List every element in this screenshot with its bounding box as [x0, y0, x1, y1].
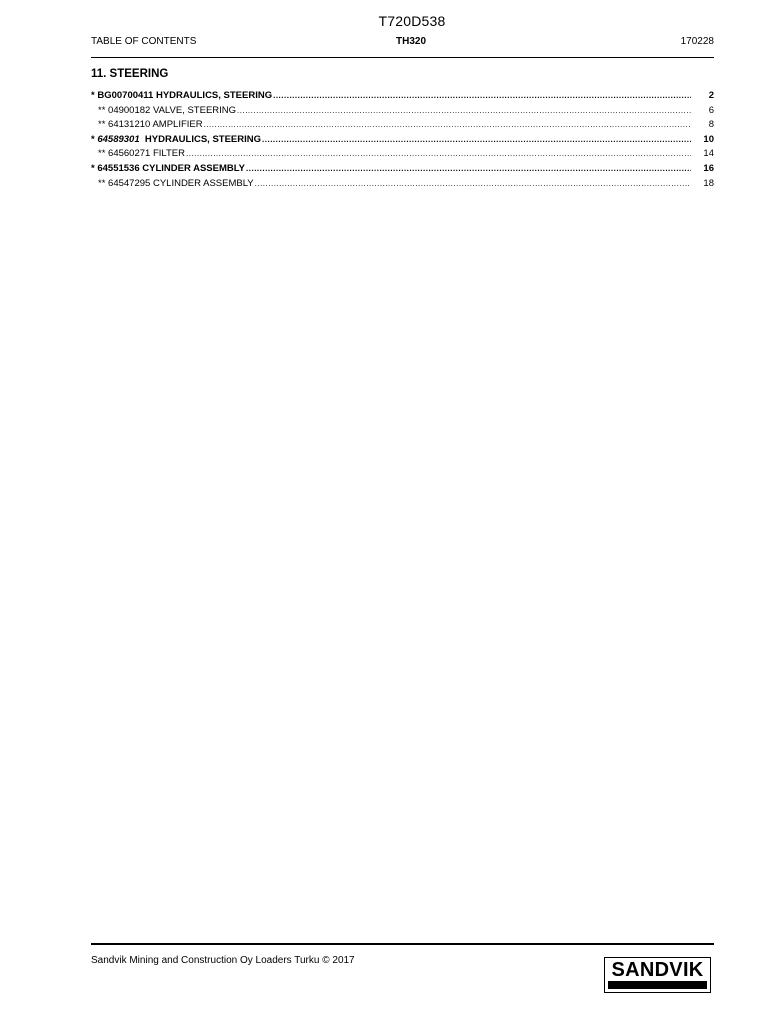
toc-entry-page: 2 — [708, 90, 714, 101]
toc-entry[interactable] — [91, 133, 714, 148]
logo-wordmark: SANDVIK — [611, 959, 704, 981]
toc-entry[interactable] — [91, 89, 714, 104]
toc-entry-marker: * — [91, 90, 98, 101]
toc-entry-title: AMPLIFIER — [150, 119, 203, 131]
toc-dot-leader — [204, 118, 691, 133]
footer-rule — [91, 943, 714, 945]
header-date-code: 170228 — [680, 36, 714, 47]
page-header — [91, 36, 714, 49]
header-rule — [91, 57, 714, 58]
toc-entry[interactable] — [91, 147, 714, 162]
document-id: T720D538 — [378, 13, 446, 29]
toc-entry[interactable] — [91, 118, 714, 133]
toc-entry-marker: * — [91, 133, 98, 145]
header-left-label: TABLE OF CONTENTS — [91, 36, 197, 47]
toc-entry-page: 6 — [708, 104, 714, 116]
toc-entry-marker: ** — [98, 148, 109, 160]
toc-entry-code: 64551536 — [97, 162, 140, 174]
toc-entry-code: 04900182 — [108, 104, 151, 116]
toc-entry-page: 18 — [703, 177, 714, 189]
toc-entry-page: 16 — [703, 162, 714, 174]
toc-entry-marker: * — [91, 162, 98, 174]
toc-entry-code: 64131210 — [108, 119, 151, 131]
toc-dot-leader — [255, 177, 691, 192]
toc-dot-leader — [237, 104, 691, 119]
toc-entry-title: CYLINDER ASSEMBLY — [150, 177, 254, 189]
toc-entry[interactable] — [91, 162, 714, 177]
toc-entry-code: 64560271 — [108, 148, 151, 160]
toc-entry-marker: ** — [98, 177, 109, 189]
toc-dot-leader — [186, 147, 691, 162]
toc-dot-leader — [262, 133, 691, 148]
toc-entry[interactable] — [91, 177, 714, 192]
logo-bar — [608, 981, 707, 989]
toc-entry-page: 14 — [703, 148, 714, 160]
toc-entry[interactable] — [91, 104, 714, 119]
toc-entry-marker: ** — [98, 119, 109, 131]
toc-entry-title: HYDRAULICS, STEERING — [139, 133, 262, 145]
sandvik-logo — [604, 957, 711, 993]
toc-entry-title: CYLINDER ASSEMBLY — [139, 162, 246, 174]
toc-entry-code: 64547295 — [108, 177, 151, 189]
toc-entry-title: FILTER — [150, 148, 185, 160]
header-model: TH320 — [396, 36, 427, 47]
table-of-contents — [91, 89, 714, 191]
footer-copyright: Sandvik Mining and Construction Oy Loaders Turku © 2017 — [91, 955, 355, 966]
toc-entry-title: HYDRAULICS, STEERING — [153, 90, 273, 101]
toc-entry-page: 8 — [708, 119, 714, 131]
toc-entry-title: VALVE, STEERING — [150, 104, 237, 116]
section-title: 11. STEERING — [91, 68, 169, 80]
toc-entry-marker: ** — [98, 104, 109, 116]
toc-dot-leader — [273, 89, 691, 104]
toc-entry-code: 64589301 — [97, 133, 140, 145]
toc-entry-code: BG00700411 — [97, 90, 154, 101]
toc-entry-page: 10 — [703, 133, 714, 145]
toc-dot-leader — [246, 162, 691, 177]
